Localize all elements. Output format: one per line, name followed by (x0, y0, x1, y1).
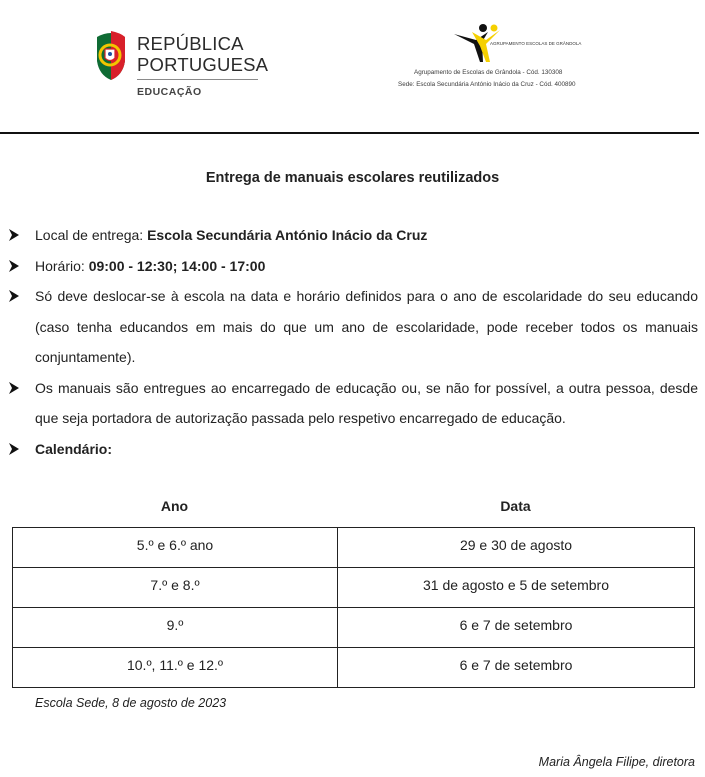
agrupamento-code-line: Agrupamento de Escolas de Grândola - Cód. 130308 (414, 69, 563, 76)
arrowhead-bullet-icon (8, 228, 20, 242)
calendar-table (12, 527, 695, 688)
table-cell-ano: 7.º e 8.º (13, 568, 338, 608)
footer-signature: Maria Ângela Filipe, diretora (538, 755, 695, 769)
horario-label: Horário: (35, 257, 89, 274)
column-header-data: Data (500, 498, 531, 514)
arrowhead-bullet-icon (8, 289, 20, 303)
info-list (8, 220, 698, 464)
footer-date: Escola Sede, 8 de agosto de 2023 (35, 696, 227, 710)
republica-portuguesa-title: REPÚBLICA PORTUGUESA (137, 33, 269, 75)
document-title: Entrega de manuais escolares reutilizados (205, 170, 500, 186)
instruction-text: Só deve deslocar-se à escola na data e horário definidos para o ano de escolaridade do seu educando (caso tenha educandos em mais do que um ano de escolaridade, pode receber todos os manuais conjuntamente). (35, 288, 698, 365)
table-row (13, 608, 695, 648)
local-value: Escola Secundária António Inácio da Cruz (147, 227, 428, 243)
arrowhead-bullet-icon (8, 442, 20, 456)
list-item-horario (8, 251, 698, 282)
educacao-label: EDUCAÇÃO (137, 86, 202, 98)
agrupamento-wordmark: AGRUPAMENTO ESCOLAS DE GRÂNDOLA (490, 41, 582, 46)
list-item-encarregado (8, 373, 698, 434)
table-row (13, 568, 695, 608)
list-item-calendario (8, 434, 698, 465)
table-row (13, 528, 695, 568)
table-cell-data: 6 e 7 de setembro (338, 648, 695, 688)
calendar-label: Calendário: (35, 440, 113, 457)
horario-value: 09:00 - 12:30; 14:00 - 17:00 (88, 257, 266, 274)
table-cell-data: 6 e 7 de setembro (338, 608, 695, 648)
header-divider (0, 132, 699, 134)
arrowhead-bullet-icon (8, 381, 20, 395)
portugal-flag-emblem-icon (93, 31, 129, 81)
table-row (13, 648, 695, 688)
local-label: Local de entrega: (35, 227, 148, 243)
column-header-ano: Ano (160, 498, 189, 514)
table-cell-data: 31 de agosto e 5 de setembro (338, 568, 695, 608)
republica-portuguesa-logo (93, 29, 269, 104)
logo-divider (137, 79, 258, 80)
sede-code-line: Sede: Escola Secundária António Inácio da Cruz - Cód. 400890 (398, 81, 576, 88)
table-cell-data: 29 e 30 de agosto (338, 528, 695, 568)
arrowhead-bullet-icon (8, 259, 20, 273)
agrupamento-logo (398, 24, 592, 94)
table-cell-ano: 5.º e 6.º ano (13, 528, 338, 568)
list-item-data-horario (8, 281, 698, 373)
list-item-local (8, 220, 698, 251)
delivery-text: Os manuais são entregues ao encarregado de educação ou, se não for possível, a outra pessoa, desde que seja portadora de autorização passada pelo respetivo encarregado de educação. (35, 379, 698, 426)
table-cell-ano: 10.º, 11.º e 12.º (13, 648, 338, 688)
table-cell-ano: 9.º (13, 608, 338, 648)
